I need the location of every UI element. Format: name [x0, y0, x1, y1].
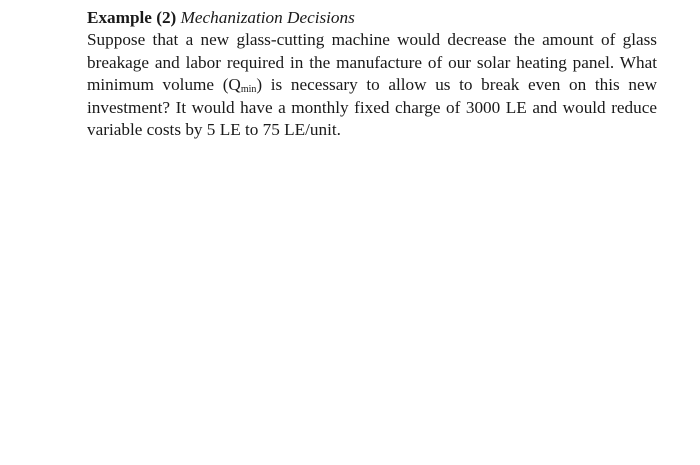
- paragraph-line: investment? It would have a monthly fixed charge of 3000 LE and would reduce: [87, 97, 657, 117]
- line-text: ) is necessary to allow us to break even on this new: [256, 75, 657, 95]
- paragraph-line: [87, 74, 657, 96]
- subscript-min: min: [240, 84, 257, 96]
- example-heading: [87, 7, 657, 29]
- line-text: minimum volume (Q: [87, 75, 241, 95]
- example-label: Example (2): [87, 8, 177, 27]
- paragraph-line: breakage and labor required in the manufacture of our solar heating panel. What: [87, 52, 657, 72]
- problem-paragraph: [87, 29, 657, 141]
- document-body: [87, 7, 657, 141]
- paragraph-line: Suppose that a new glass-cutting machine would decrease the amount of glass: [87, 30, 657, 50]
- paragraph-line: variable costs by 5 LE to 75 LE/unit.: [87, 120, 341, 140]
- example-title: Mechanization Decisions: [180, 8, 355, 27]
